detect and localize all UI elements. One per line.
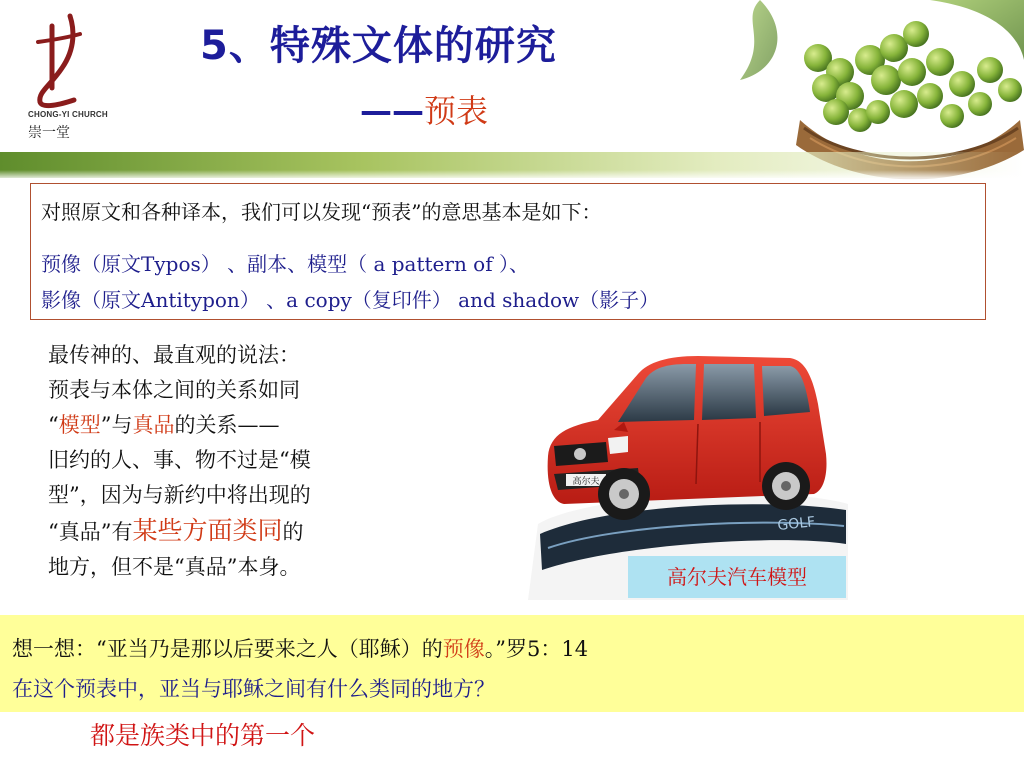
definition-intro: 对照原文和各种译本，我们可以发现“预表”的意思基本是如下： — [41, 200, 602, 224]
explanation-line: 旧约的人、事、物不过是“模 — [48, 448, 311, 472]
highlight-real: 真品 — [132, 413, 175, 437]
explanation-text — [48, 338, 468, 585]
definition-line-1: 预像（原文Typos） 、副本、模型（ a pattern of ）、 — [41, 252, 529, 276]
explanation-line: 型”，因为与新约中将出现的 — [48, 483, 311, 507]
subtitle-dash: —— — [360, 92, 424, 130]
subtitle-word: 预表 — [424, 92, 489, 130]
explanation-line: “真品”有某些方面类同的 — [48, 516, 304, 545]
stand-text: GOLF — [776, 514, 816, 534]
logo-name-cn: 崇一堂 — [28, 125, 70, 141]
page-title: 5、特殊文体的研究 — [200, 23, 557, 69]
explanation-line: “模型”与真品的关系—— — [48, 413, 280, 437]
highlight-model: 模型 — [58, 413, 101, 437]
think-box — [0, 615, 1024, 712]
explanation-line: 最传神的、最直观的说法： — [48, 343, 300, 367]
highlight-similar: 某些方面类同 — [132, 516, 283, 545]
explanation-line: 地方，但不是“真品”本身。 — [48, 555, 301, 579]
definition-line-2: 影像（原文Antitypon） 、a copy（复印件） and shadow（影子） — [41, 288, 660, 312]
highlight-type: 预像 — [442, 637, 485, 661]
definition-box — [30, 183, 986, 320]
think-line-1: 想一想：“亚当乃是那以后要来之人（耶稣）的预像。”罗5：14 — [12, 637, 589, 661]
license-plate: 高尔夫 — [572, 477, 600, 487]
car-caption: 高尔夫汽车模型 — [628, 556, 846, 598]
explanation-line: 预表与本体之间的关系如同 — [48, 378, 300, 402]
answer-text: 都是族类中的第一个 — [90, 721, 316, 750]
logo-name-en: CHONG-YI CHURCH — [28, 110, 108, 119]
page-subtitle — [360, 86, 488, 132]
think-line-2: 在这个预表中，亚当与耶稣之间有什么类同的地方？ — [12, 677, 495, 701]
